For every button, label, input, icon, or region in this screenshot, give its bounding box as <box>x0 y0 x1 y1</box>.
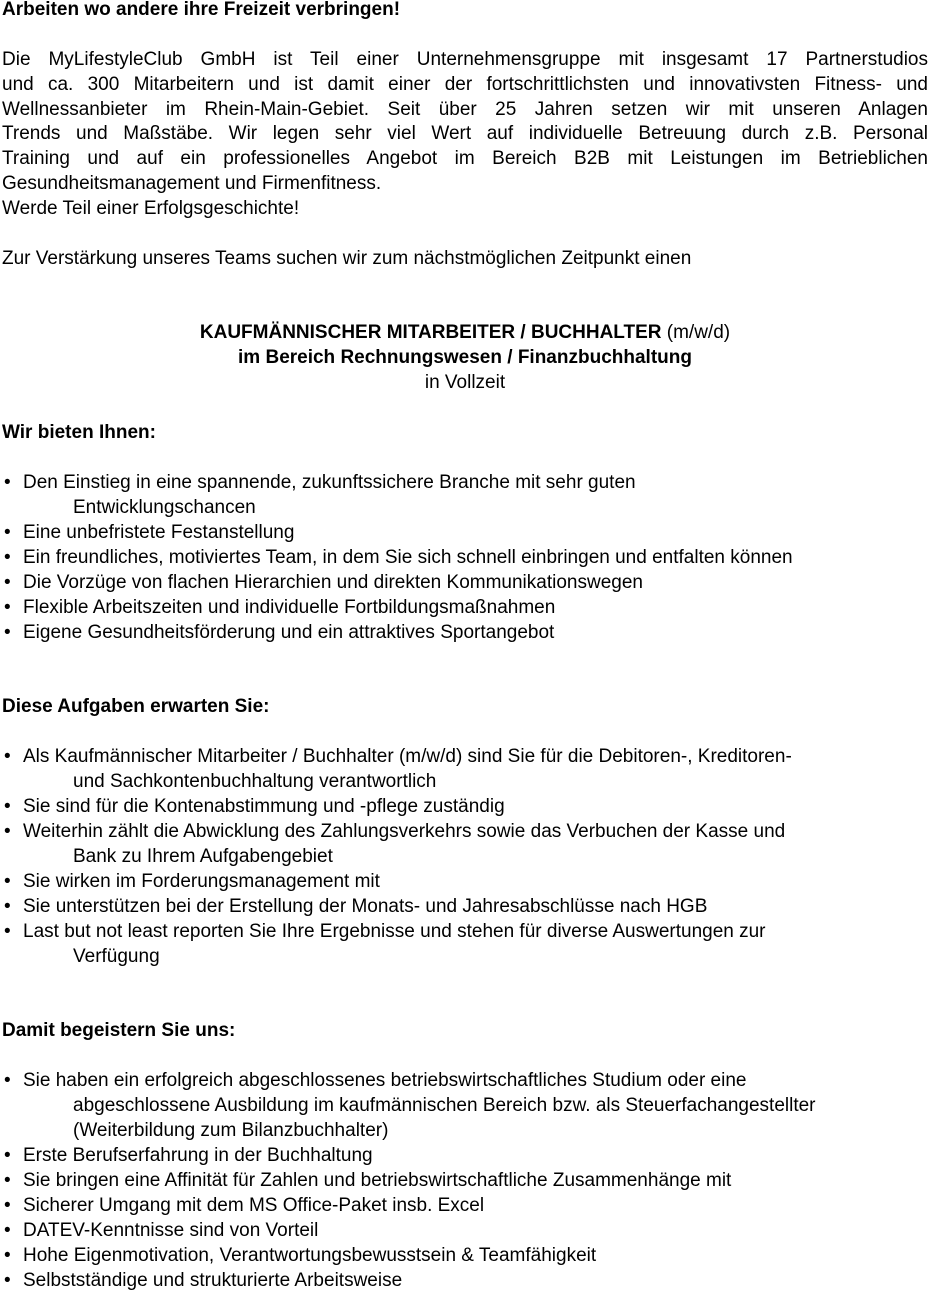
section-heading: Wir bieten Ihnen: <box>2 422 156 443</box>
list-item-text: Erste Berufserfahrung in der Buchhaltung <box>23 1145 373 1166</box>
list-item-text: Ein freundliches, motiviertes Team, in dem Sie sich schnell einbringen und entfalten können <box>23 547 793 568</box>
list-item-continuation: und Sachkontenbuchhaltung verantwortlich <box>73 771 437 792</box>
list-item-text: Die Vorzüge von flachen Hierarchien und direkten Kommunikationswegen <box>23 572 643 593</box>
intro-line: Training und auf ein professionelles Angebot im Bereich B2B mit Leistungen im Betrieblichen <box>2 148 928 169</box>
bullet-icon: • <box>4 1195 11 1216</box>
list-item-text: DATEV-Kenntnisse sind von Vorteil <box>23 1220 319 1241</box>
intro-line: Die MyLifestyleClub GmbH ist Teil einer Unternehmensgruppe mit insgesamt 17 Partnerstudios <box>2 49 928 70</box>
bullet-icon: • <box>4 896 11 917</box>
list-item-text: Weiterhin zählt die Abwicklung des Zahlungsverkehrs sowie das Verbuchen der Kasse und <box>23 821 786 842</box>
job-title-main: KAUFMÄNNISCHER MITARBEITER / BUCHHALTER <box>199 322 662 343</box>
bullet-icon: • <box>4 597 11 618</box>
list-item-text: Sie wirken im Forderungsmanagement mit <box>23 871 380 892</box>
list-item-continuation: (Weiterbildung zum Bilanzbuchhalter) <box>73 1120 389 1141</box>
list-item-text: Sie haben ein erfolgreich abgeschlossenes betriebswirtschaftliches Studium oder eine <box>23 1070 747 1091</box>
job-title-suffix: (m/w/d) <box>661 322 731 343</box>
list-item-text: Last but not least reporten Sie Ihre Ergebnisse und stehen für diverse Auswertungen zur <box>23 921 766 942</box>
job-department: im Bereich Rechnungswesen / Finanzbuchhaltung <box>238 347 692 368</box>
list-item-text: Sie sind für die Kontenabstimmung und -pflege zuständig <box>23 796 505 817</box>
bullet-icon: • <box>4 746 11 767</box>
headline: Arbeiten wo andere ihre Freizeit verbringen! <box>2 0 401 20</box>
bullet-icon: • <box>4 547 11 568</box>
list-item-text: Sie bringen eine Affinität für Zahlen und betriebswirtschaftliche Zusammenhänge mit <box>23 1170 732 1191</box>
intro-closing: Werde Teil einer Erfolgsgeschichte! <box>2 198 300 219</box>
bullet-icon: • <box>4 1270 11 1291</box>
bullet-icon: • <box>4 1170 11 1191</box>
list-item-text: Hohe Eigenmotivation, Verantwortungsbewusstsein & Teamfähigkeit <box>23 1245 597 1266</box>
list-item-text: Flexible Arbeitszeiten und individuelle Fortbildungsmaßnahmen <box>23 597 556 618</box>
bullet-icon: • <box>4 821 11 842</box>
bullet-icon: • <box>4 1070 11 1091</box>
bullet-icon: • <box>4 921 11 942</box>
list-item-text: Den Einstieg in eine spannende, zukunftssichere Branche mit sehr guten <box>23 472 636 493</box>
bullet-icon: • <box>4 522 11 543</box>
list-item-text: Eigene Gesundheitsförderung und ein attraktives Sportangebot <box>23 622 555 643</box>
section-heading: Diese Aufgaben erwarten Sie: <box>2 696 270 717</box>
intro-line: und ca. 300 Mitarbeitern und ist damit einer der fortschrittlichsten und innovativsten Fitness- und <box>2 74 928 95</box>
bullet-icon: • <box>4 472 11 493</box>
bullet-icon: • <box>4 1245 11 1266</box>
list-item-text: Selbstständige und strukturierte Arbeitsweise <box>23 1270 403 1291</box>
list-item-continuation: Bank zu Ihrem Aufgabengebiet <box>73 846 333 867</box>
intro-line: Wellnessanbieter im Rhein-Main-Gebiet. Seit über 25 Jahren setzen wir mit unseren Anlagen <box>2 99 928 120</box>
list-item-text: Sie unterstützen bei der Erstellung der Monats- und Jahresabschlüsse nach HGB <box>23 896 708 917</box>
bullet-icon: • <box>4 796 11 817</box>
list-item-text: Sicherer Umgang mit dem MS Office-Paket insb. Excel <box>23 1195 485 1216</box>
bullet-icon: • <box>4 1220 11 1241</box>
section-heading: Damit begeistern Sie uns: <box>2 1020 236 1041</box>
intro-line: Gesundheitsmanagement und Firmenfitness. <box>2 173 382 194</box>
list-item-text: Eine unbefristete Festanstellung <box>23 522 295 543</box>
bullet-icon: • <box>4 1145 11 1166</box>
job-title <box>0 320 930 345</box>
list-item-continuation: Entwicklungschancen <box>73 497 256 518</box>
list-item-continuation: Verfügung <box>73 946 160 967</box>
job-employment-type: in Vollzeit <box>424 372 506 393</box>
bullet-icon: • <box>4 871 11 892</box>
list-item-text: Als Kaufmännischer Mitarbeiter / Buchhalter (m/w/d) sind Sie für die Debitoren-, Kreditoren- <box>23 746 792 767</box>
search-line: Zur Verstärkung unseres Teams suchen wir zum nächstmöglichen Zeitpunkt einen <box>2 248 692 269</box>
bullet-icon: • <box>4 622 11 643</box>
bullet-icon: • <box>4 572 11 593</box>
list-item-continuation: abgeschlossene Ausbildung im kaufmännischen Bereich bzw. als Steuerfachangestellter <box>73 1095 816 1116</box>
intro-line: Trends und Maßstäbe. Wir legen sehr viel Wert auf individuelle Betreuung durch z.B. Personal <box>2 123 928 144</box>
